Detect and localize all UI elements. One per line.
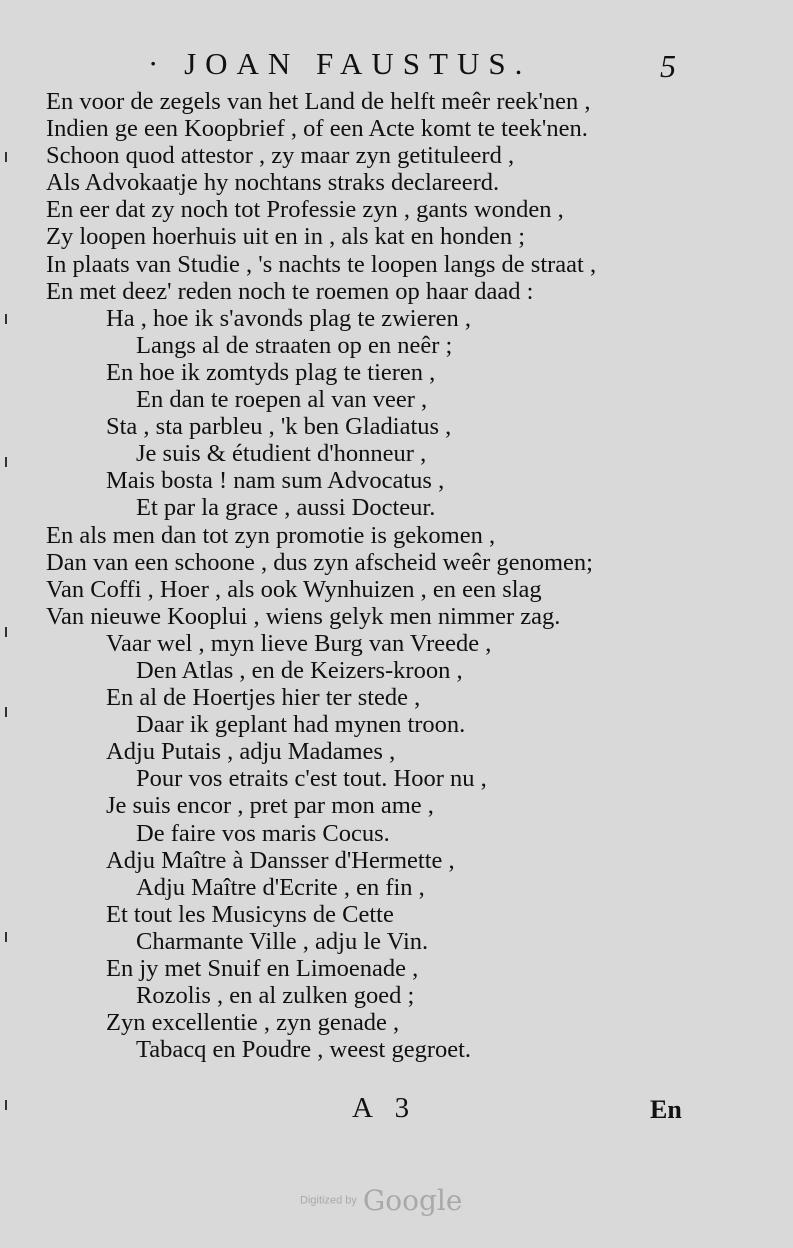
bleed-through-mark <box>2 455 12 469</box>
running-title: · JOAN FAUSTUS. <box>148 46 532 81</box>
verse-line: Charmante Ville , adju le Vin. <box>136 927 429 955</box>
verse-line: Je suis encor , pret par mon ame , <box>106 792 434 820</box>
verse-line: Adju Maître d'Ecrite , en fin , <box>136 873 425 901</box>
verse-line: Indien ge een Koopbrief , of een Acte komt te teek'nen. <box>46 115 588 143</box>
verse-line: Als Advokaatje hy nochtans straks declareerd. <box>46 169 500 197</box>
catchword: En <box>650 1095 682 1124</box>
verse-line: Den Atlas , en de Keizers-kroon , <box>136 656 463 684</box>
verse-line: Et par la grace , aussi Docteur. <box>136 494 436 522</box>
verse-line: Et tout les Musicyns de Cette <box>106 900 394 928</box>
verse-line: Zy loopen hoerhuis uit en in , als kat en honden ; <box>46 223 526 251</box>
verse-line: Zyn excellentie , zyn genade , <box>106 1009 400 1037</box>
digitized-watermark <box>300 1184 462 1217</box>
verse-line: En dan te roepen al van veer , <box>136 386 428 414</box>
signature-mark: A 3 <box>352 1092 418 1124</box>
verse-line: Je suis & étudient d'honneur , <box>136 440 427 468</box>
verse-line: En voor de zegels van het Land de helft meêr reek'nen , <box>46 88 591 115</box>
digitized-brand: Google <box>362 1184 463 1217</box>
verse-line: Langs al de straaten op en neêr ; <box>136 331 453 359</box>
page-number: 5 <box>660 48 676 84</box>
verse-line: Adju Putais , adju Madames , <box>106 738 396 766</box>
verse-block <box>46 88 746 1063</box>
running-head <box>0 44 793 84</box>
bleed-through-mark <box>2 625 12 639</box>
verse-line: En hoe ik zomtyds plag te tieren , <box>106 358 436 386</box>
verse-line: Tabacq en Poudre , weest gegroet. <box>136 1036 472 1064</box>
verse-line: En als men dan tot zyn promotie is gekomen , <box>46 521 496 549</box>
verse-line: Van Coffi , Hoer , als ook Wynhuizen , en een slag <box>46 575 542 603</box>
verse-line: En met deez' reden noch te roemen op haar daad : <box>46 277 534 305</box>
verse-line: Dan van een schoone , dus zyn afscheid weêr genomen; <box>46 548 593 576</box>
bleed-through-mark <box>2 930 12 944</box>
verse-line: En al de Hoertjes hier ter stede , <box>106 684 421 712</box>
verse-line: Vaar wel , myn lieve Burg van Vreede , <box>106 629 492 657</box>
verse-line: In plaats van Studie , 's nachts te loopen langs de straat , <box>46 250 597 278</box>
verse-line: Schoon quod attestor , zy maar zyn getituleerd , <box>46 142 515 170</box>
verse-line: Van nieuwe Kooplui , wiens gelyk men nimmer zag. <box>46 602 561 630</box>
verse-line: Ha , hoe ik s'avonds plag te zwieren , <box>106 304 471 332</box>
verse-line: Mais bosta ! nam sum Advocatus , <box>106 467 445 495</box>
verse-line: De faire vos maris Cocus. <box>136 819 390 847</box>
verse-line: Pour vos etraits c'est tout. Hoor nu , <box>136 765 487 793</box>
verse-line: En jy met Snuif en Limoenade , <box>106 955 419 982</box>
bleed-through-mark <box>2 312 12 326</box>
digitized-by-label: Digitized by <box>300 1194 357 1207</box>
bleed-through-mark <box>2 1098 12 1112</box>
verse-line: Daar ik geplant had mynen troon. <box>136 711 466 739</box>
verse-line: Sta , sta parbleu , 'k ben Gladiatus , <box>106 413 452 441</box>
verse-line: Adju Maître à Dansser d'Hermette , <box>106 846 455 874</box>
bleed-through-mark <box>2 150 12 164</box>
verse-line: En eer dat zy noch tot Professie zyn , gants wonden , <box>46 196 564 224</box>
bleed-through-mark <box>2 705 12 719</box>
verse-line: Rozolis , en al zulken goed ; <box>136 982 415 1010</box>
